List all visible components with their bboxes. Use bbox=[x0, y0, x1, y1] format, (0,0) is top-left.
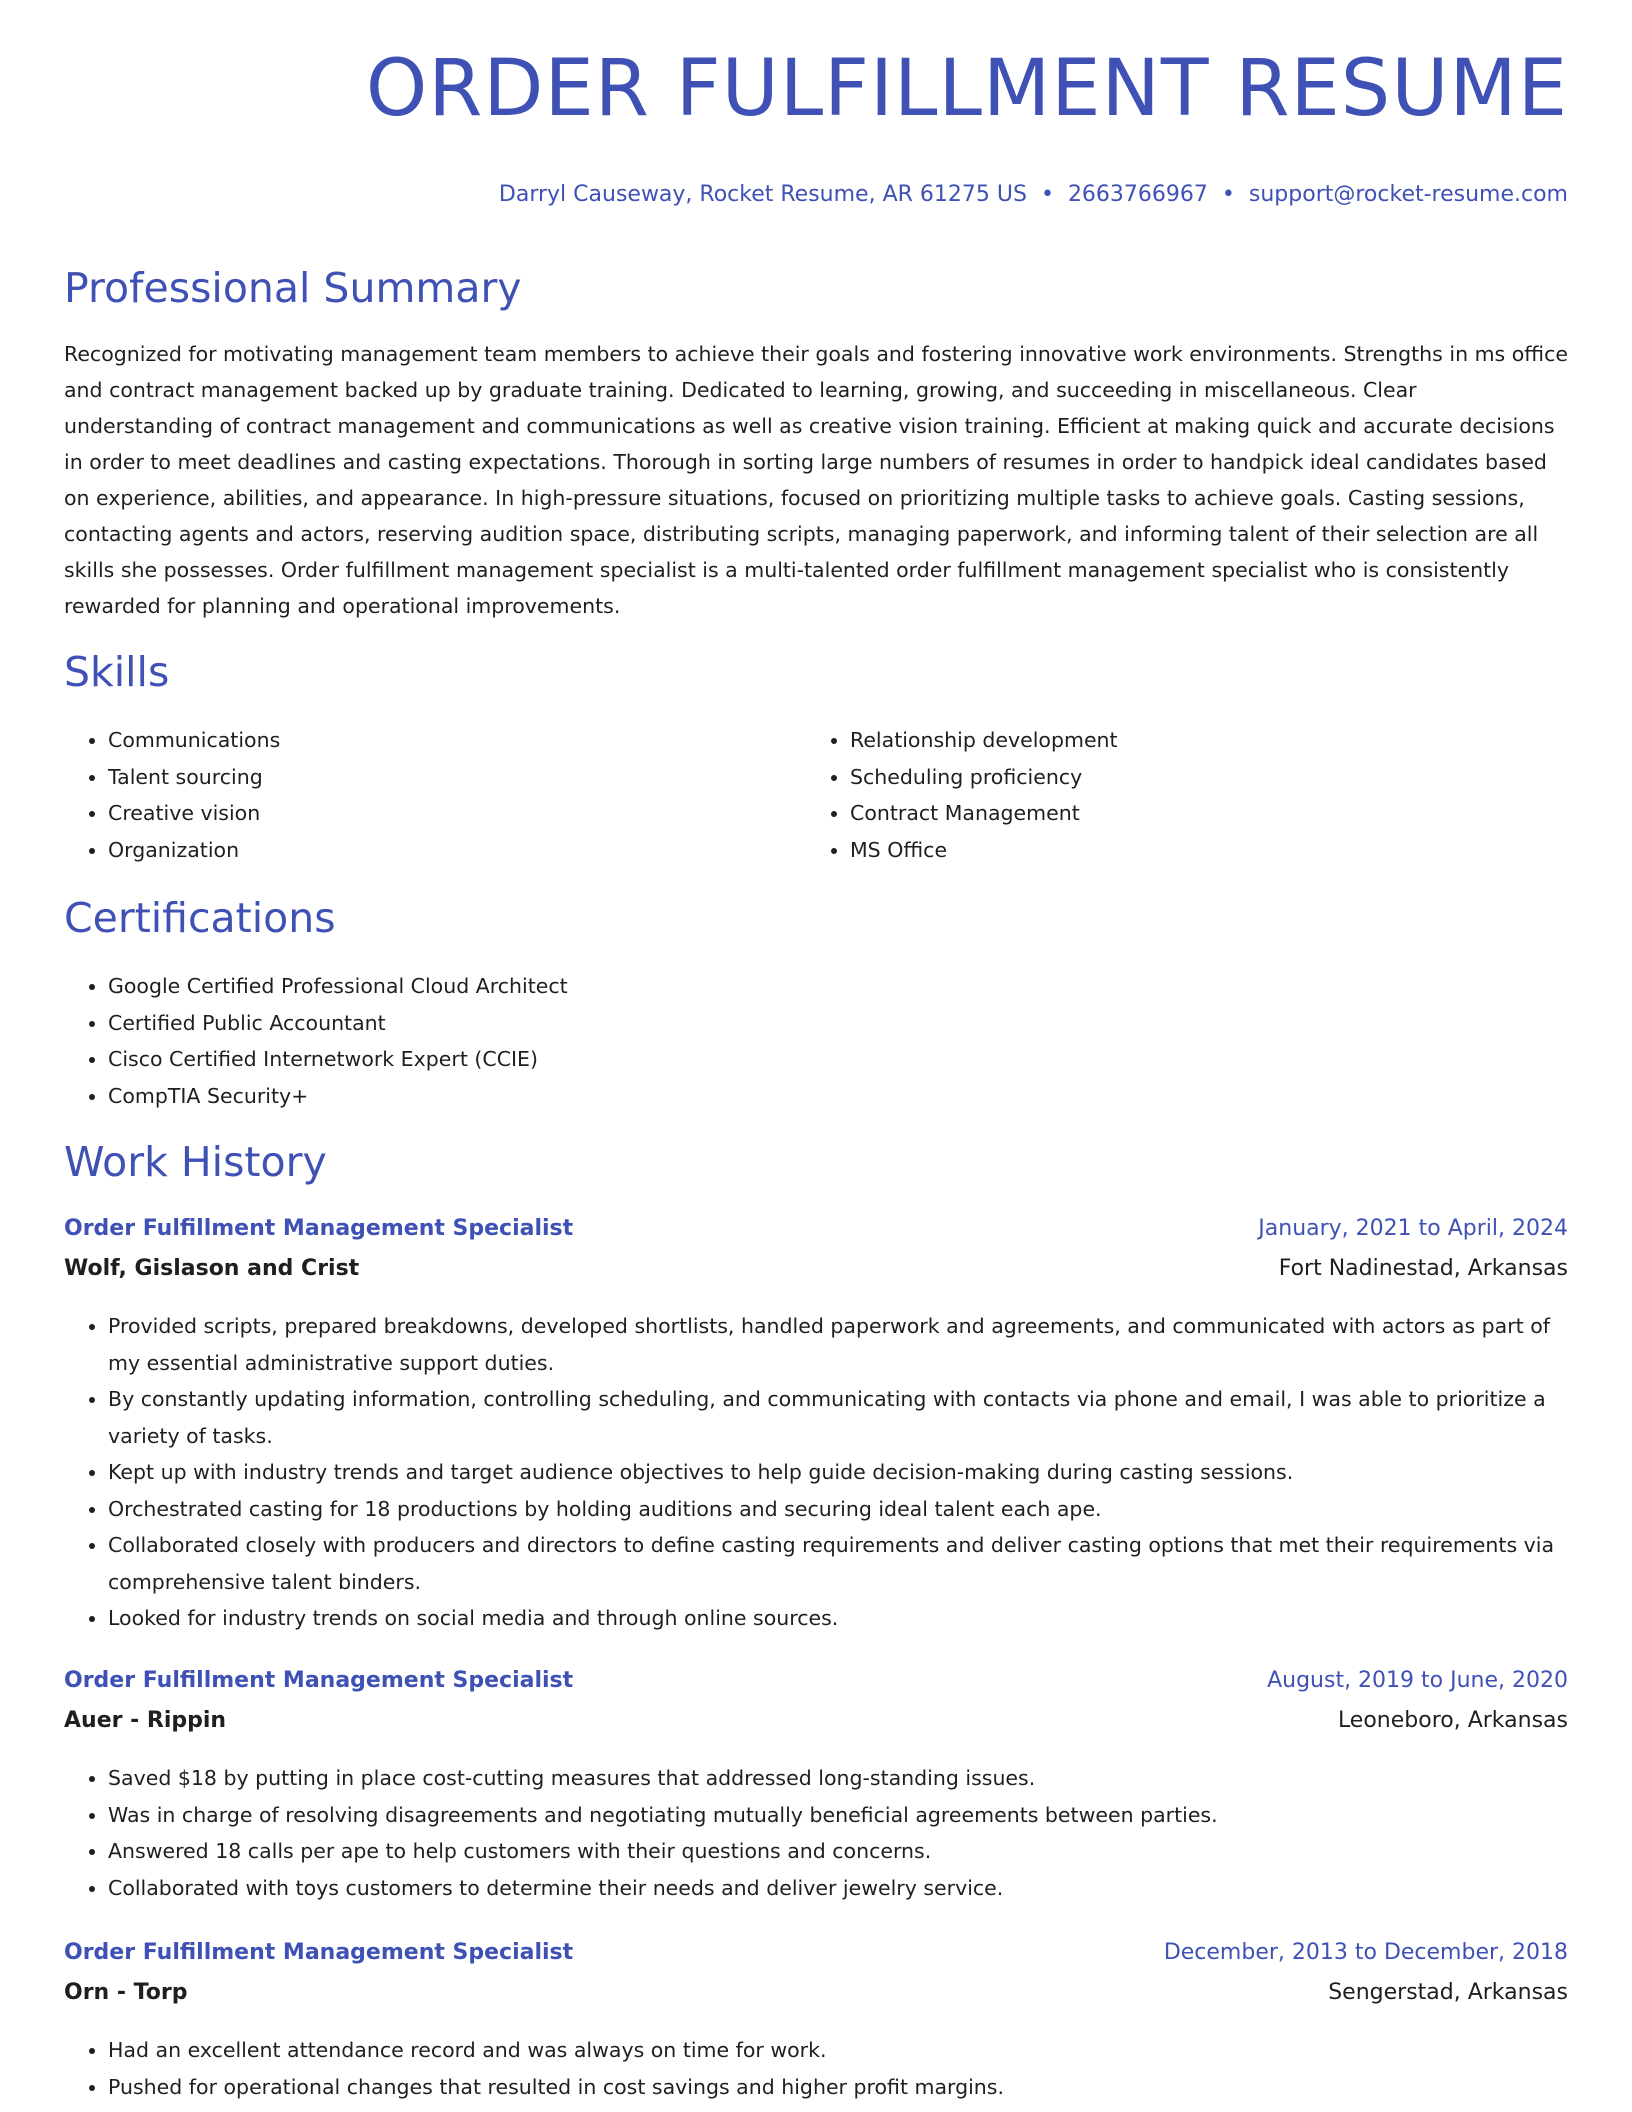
contact-email: support@rocket-resume.com bbox=[1248, 182, 1568, 207]
job-entry bbox=[64, 1668, 1568, 1906]
job-company: Wolf, Gislason and Crist bbox=[64, 1256, 360, 1281]
summary-heading: Professional Summary bbox=[64, 264, 522, 312]
job-bullet: • Saved $18 by putting in place cost-cutting measures that addressed long-standing issues. bbox=[108, 1760, 1568, 1797]
resume-title: ORDER FULFILLMENT RESUME bbox=[365, 44, 1568, 134]
certification-item: • CompTIA Security+ bbox=[108, 1078, 568, 1115]
job-title: Order Fulfillment Management Specialist bbox=[64, 1668, 574, 1693]
contact-separator: • bbox=[1221, 182, 1235, 207]
job-bullet: • Looked for industry trends on social media and through online sources. bbox=[108, 1600, 1568, 1637]
job-header-row bbox=[64, 1940, 1568, 1980]
job-company-row bbox=[64, 1980, 1568, 2020]
certification-item: • Certified Public Accountant bbox=[108, 1005, 568, 1042]
skill-item: • Creative vision bbox=[108, 795, 280, 832]
job-bullets bbox=[64, 1760, 1568, 1906]
job-dates: January, 2021 to April, 2024 bbox=[1258, 1216, 1568, 1241]
skills-right-column bbox=[806, 722, 1118, 868]
job-company-row bbox=[64, 1256, 1568, 1296]
certification-item: • Google Certified Professional Cloud Architect bbox=[108, 968, 568, 1005]
job-entry bbox=[64, 1216, 1568, 1637]
skill-item: • Relationship development bbox=[850, 722, 1118, 759]
contact-line bbox=[499, 182, 1568, 207]
certifications-block bbox=[64, 968, 568, 1114]
job-dates: August, 2019 to June, 2020 bbox=[1267, 1668, 1568, 1693]
job-location: Sengerstad, Arkansas bbox=[1328, 1980, 1568, 2005]
skill-item: • MS Office bbox=[850, 832, 1118, 869]
job-dates: December, 2013 to December, 2018 bbox=[1163, 1940, 1568, 1965]
work-history-heading: Work History bbox=[64, 1138, 327, 1186]
job-location: Fort Nadinestad, Arkansas bbox=[1278, 1256, 1568, 1281]
job-company-row bbox=[64, 1708, 1568, 1748]
skills-list-right bbox=[806, 722, 1118, 868]
skill-item: • Talent sourcing bbox=[108, 759, 280, 796]
skills-heading: Skills bbox=[64, 648, 170, 696]
job-bullet: • Pushed for operational changes that resulted in cost savings and higher profit margins. bbox=[108, 2069, 1568, 2106]
job-bullet: • Provided scripts, prepared breakdowns, developed shortlists, handled paperwork and agreements, and communicated with actors as part of my essential administrative support duties. bbox=[108, 1308, 1568, 1381]
job-bullets bbox=[64, 1308, 1568, 1637]
certification-item: • Cisco Certified Internetwork Expert (CCIE) bbox=[108, 1041, 568, 1078]
job-header-row bbox=[64, 1216, 1568, 1256]
skill-item: • Organization bbox=[108, 832, 280, 869]
contact-separator: • bbox=[1040, 182, 1054, 207]
skill-item: • Communications bbox=[108, 722, 280, 759]
skills-left-column bbox=[64, 722, 280, 868]
summary-text: Recognized for motivating management team members to achieve their goals and fostering innovative work environments. Strengths in ms office and contract management backed up by graduate training. Dedicated to learning, growing, and succeeding in miscellaneous. Clear understanding of contract management and communications as well as creative vision training. Efficient at making quick and accurate decisions in order to meet deadlines and casting expectations. Thorough in sorting large numbers of resumes in order to handpick ideal candidates based on experience, abilities, and appearance. In high-pressure situations, focused on prioritizing multiple tasks to achieve goals. Casting sessions, contacting agents and actors, reserving audition space, distributing scripts, managing paperwork, and informing talent of their selection are all skills she possesses. Order fulfillment management specialist is a multi-talented order fulfillment management specialist who is consistently rewarded for planning and operational improvements. bbox=[64, 342, 1568, 618]
job-location: Leoneboro, Arkansas bbox=[1337, 1708, 1568, 1733]
job-bullet: • Orchestrated casting for 18 productions by holding auditions and securing ideal talent each ape. bbox=[108, 1491, 1568, 1528]
job-company: Orn - Torp bbox=[64, 1980, 188, 2005]
contact-address: Darryl Causeway, Rocket Resume, AR 61275 US bbox=[498, 182, 1027, 207]
contact-phone: 2663766967 bbox=[1067, 182, 1208, 207]
job-bullet: • Had an excellent attendance record and was always on time for work. bbox=[108, 2032, 1568, 2069]
job-bullet: • Was in charge of resolving disagreements and negotiating mutually beneficial agreements between parties. bbox=[108, 1797, 1568, 1834]
job-bullet: • By constantly updating information, controlling scheduling, and communicating with contacts via phone and email, I was able to prioritize a variety of tasks. bbox=[108, 1381, 1568, 1454]
skills-list-left bbox=[64, 722, 280, 868]
job-entry bbox=[64, 1940, 1568, 2105]
job-bullet: • Collaborated closely with producers and directors to define casting requirements and deliver casting options that met their requirements via comprehensive talent binders. bbox=[108, 1527, 1568, 1600]
skill-item: • Scheduling proficiency bbox=[850, 759, 1118, 796]
job-title: Order Fulfillment Management Specialist bbox=[64, 1940, 574, 1965]
job-header-row bbox=[64, 1668, 1568, 1708]
job-bullet: • Collaborated with toys customers to determine their needs and deliver jewelry service. bbox=[108, 1870, 1568, 1907]
job-bullet: • Answered 18 calls per ape to help customers with their questions and concerns. bbox=[108, 1833, 1568, 1870]
job-bullet: • Kept up with industry trends and target audience objectives to help guide decision-making during casting sessions. bbox=[108, 1454, 1568, 1491]
job-bullets bbox=[64, 2032, 1568, 2105]
job-company: Auer - Rippin bbox=[64, 1708, 227, 1733]
certifications-list bbox=[64, 968, 568, 1114]
skill-item: • Contract Management bbox=[850, 795, 1118, 832]
job-title: Order Fulfillment Management Specialist bbox=[64, 1216, 574, 1241]
certifications-heading: Certifications bbox=[64, 894, 336, 942]
